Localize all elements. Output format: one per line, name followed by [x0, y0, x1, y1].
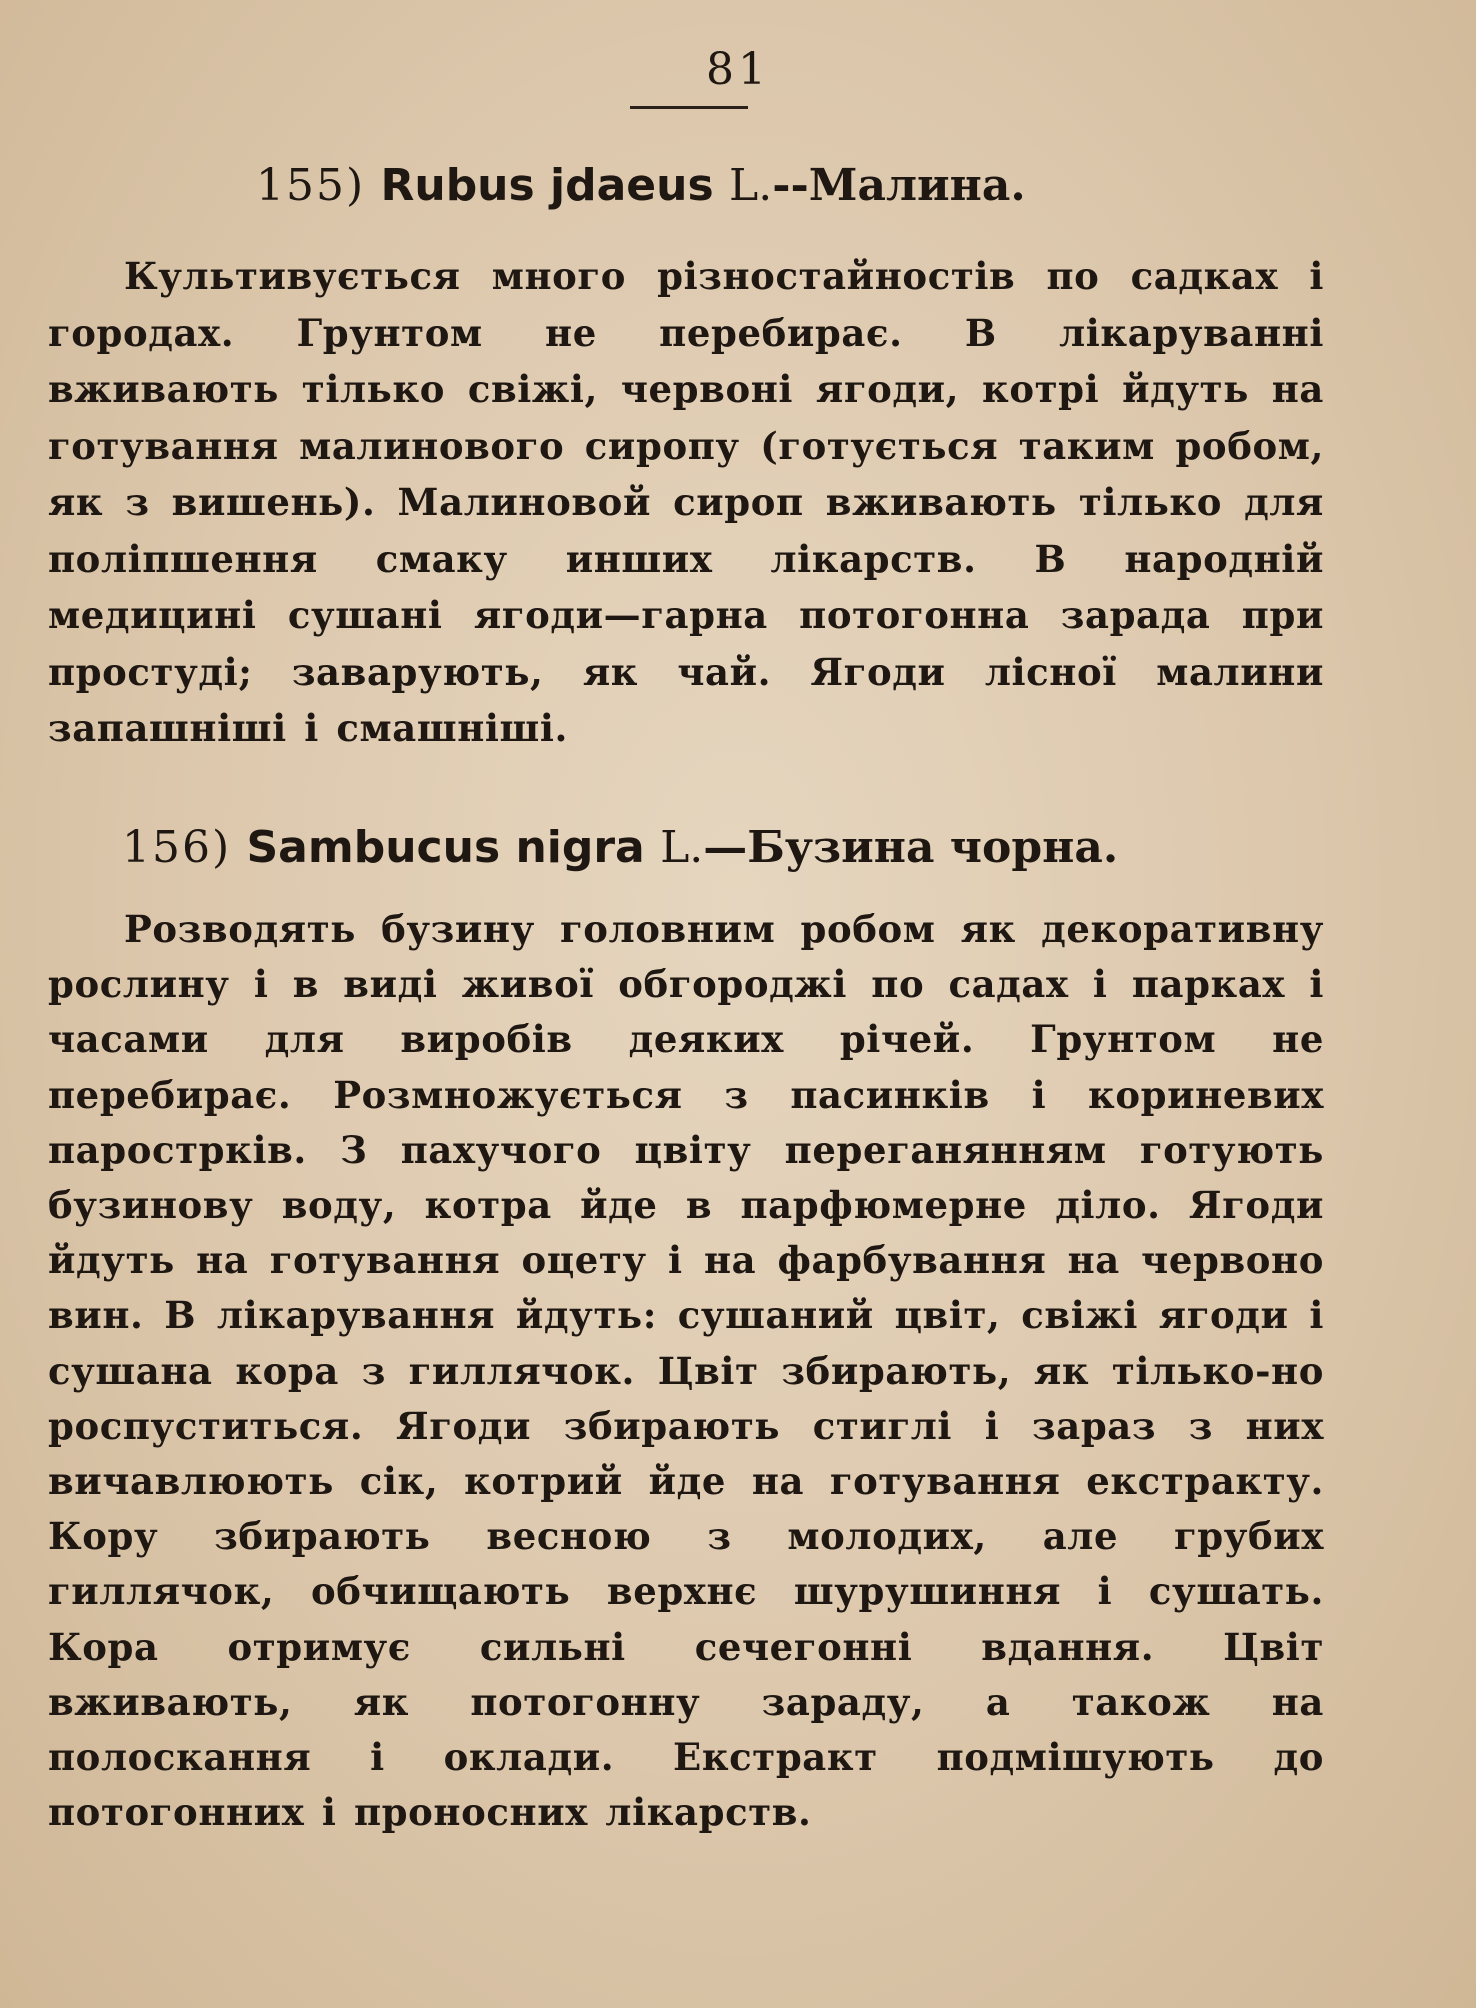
page-number: 81 [706, 44, 770, 95]
page-number-underline [630, 106, 748, 109]
entry-heading-155 [0, 160, 1476, 211]
entry-author: L. [728, 160, 773, 211]
entry-common-name: Малина. [808, 160, 1026, 211]
entry-latin-name: Rubus jdaeus [380, 160, 714, 211]
entry-latin-name: Sambucus nigra [246, 822, 645, 873]
entry-paragraph: Культивується много різностайностів по садках і городах. Грунтом не перебирає. В лікаруванні вживають тілько свіжі, червоні ягоди, котрі йдуть на готування малинового сиропу (готується таким робом, як з вишень). Малиновой сироп вживають тілько для поліпшення смаку инших лікарств. В народній медицині сушані ягоди—гарна потогонна зарада при простуді; заварують, як чай. Ягоди лісної малини запашніші і смашніші. [48, 254, 1324, 750]
entry-text-156 [48, 902, 1324, 1922]
entry-text-155 [48, 248, 1324, 768]
entry-separator: -- [772, 160, 809, 211]
entry-author: L. [660, 822, 704, 873]
entry-separator: — [703, 822, 748, 873]
entry-number: 156) [122, 822, 232, 873]
entry-common-name: Бузина чорна. [747, 822, 1119, 873]
entry-heading-156 [0, 822, 1476, 873]
entry-number: 155) [256, 160, 366, 211]
entry-paragraph: Розводять бузину головним робом як декоративну рослину і в виді живої обгороджі по садах і парках і часами для виробів деяких річей. Грунтом не перебирає. Розмножується з пасинків і кориневих парострків. З пахучого цвіту переганянням готують бузинову воду, котра йде в парфюмерне діло. Ягоди йдуть на готування оцету і на фарбування на червоно вин. В лікарування йдуть: сушаний цвіт, свіжі ягоди і сушана кора з гиллячок. Цвіт збирають, як тілько-но роспуститься. Ягоди збирають стиглі і зараз з них вичавлюють сік, котрий йде на готування екстракту. Кору збирають весною з молодих, але грубих гиллячок, обчищають верхнє шурушиння і сушать. Кора отримує сильні сечегонні вдання. Цвіт вживають, як потогонну зараду, а також на полоскання і оклади. Екстракт подмішують до потогонних і проносних лікарств. [48, 907, 1324, 1835]
